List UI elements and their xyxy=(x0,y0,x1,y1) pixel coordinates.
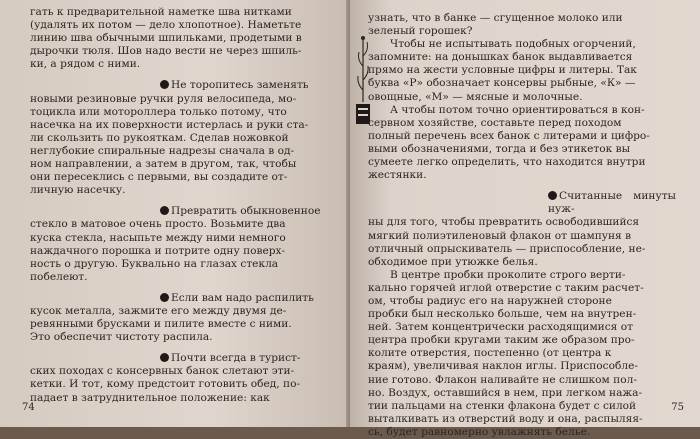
text-line: они пересеклись с первыми, вы создадите от- xyxy=(30,171,288,184)
text-line: выми обозначениями, тогда и без этикеток вы xyxy=(368,142,631,155)
text-line: запомните: на донышках банок выдавливается xyxy=(368,51,633,64)
text-line: кально горячей иглой отверстие с таким расчет- xyxy=(368,281,644,294)
text-line: обходимое при утюжке белья. xyxy=(368,255,538,268)
text-line: новыми резиновые ручки руля велосипеда, мо- xyxy=(30,92,297,105)
text-line: буква «Р» обозначает консервы рыбные, «К» — xyxy=(368,77,636,90)
text-line: зеленый горошек? xyxy=(368,25,473,38)
bullet-icon xyxy=(160,353,169,362)
text-line: А чтобы потом точно ориентироваться в кон- xyxy=(390,103,645,116)
text-line: сь, будет равномерно увлажнять белье. xyxy=(368,425,591,438)
text-line: падает в затруднительное положение: как xyxy=(30,391,270,404)
text-line: жестянки. xyxy=(368,169,427,182)
text-line: неглубокие спиральные надрезы сначала в од- xyxy=(30,144,295,157)
text-line: выталкивать из отверстий воду и она, распыляя- xyxy=(368,412,643,425)
bullet-icon xyxy=(160,293,169,302)
text-line: наждачного порошка и потрите одну поверх- xyxy=(30,244,286,257)
page-number: 75 xyxy=(671,402,684,413)
text-line: ном направлении, а затем в другом, так, чтобы xyxy=(30,158,297,171)
text-line: стекло в матовое очень просто. Возьмите два xyxy=(30,218,286,231)
text-line: куска стекла, насыпьте между ними немного xyxy=(30,231,286,244)
text-line: В центре пробки проколите строго верти- xyxy=(390,268,626,281)
left-page-text xyxy=(30,6,330,405)
paragraph-start xyxy=(30,79,330,92)
text-line: но. Воздух, оставшийся в нем, при легком нажа- xyxy=(368,386,643,399)
bullet-icon xyxy=(548,191,557,200)
text-line: сумеете легко определить, что находится внутри xyxy=(368,156,646,169)
text-line: насечка на их поверхности истерлась и руки ста- xyxy=(30,118,309,131)
text-line: ом, чтобы радиус его на наружней стороне xyxy=(368,294,612,307)
text-line: Не торопитесь заменять xyxy=(171,79,309,92)
right-page xyxy=(350,0,700,438)
text-line: дырочки тюля. Шов надо вести не через шпиль- xyxy=(30,45,302,58)
bullet-icon xyxy=(160,80,169,89)
text-line: отличный опрыскиватель — приспособление, не- xyxy=(368,242,646,255)
text-line: ских походах с консервных банок слетают эти- xyxy=(30,365,295,378)
text-line: узнать, что в банке — сгущенное молоко или xyxy=(368,12,623,24)
text-line: сервном хозяйстве, составьте перед походом xyxy=(368,116,622,129)
text-line: мягкий полиэтиленовый флакон от шампуня в xyxy=(368,229,632,242)
text-line: кетки. И тот, кому предстоит готовить обед, по- xyxy=(30,378,301,391)
text-line: Превратить обыкновенное xyxy=(171,205,321,218)
right-page-text xyxy=(368,12,676,439)
text-line: Почти всегда в турист- xyxy=(171,352,301,365)
page-number: 74 xyxy=(22,402,35,413)
text-line: тоцикла или мотороллера только потому, что xyxy=(30,105,287,118)
text-line: тии пальцами на стенки флакона будет с силой xyxy=(368,399,637,412)
text-line: ревянными брусками и пилите вместе с ними. xyxy=(30,318,292,331)
text-line: Считанные минуты нуж- xyxy=(548,190,676,216)
text-line: овощные, «М» — мясные и молочные. xyxy=(368,90,583,103)
bullet-icon xyxy=(160,206,169,215)
paragraph-start xyxy=(30,352,330,365)
text-line: ние готово. Флакон наливайте не слишком пол- xyxy=(368,373,637,386)
text-line: Это обеспечит чистоту распила. xyxy=(30,331,213,344)
text-line: краям), увеличивая наклон иглы. Приспособле- xyxy=(368,360,638,373)
text-line: Чтобы не испытывать подобных огорчений, xyxy=(390,38,636,51)
text-line: ли скользить по рукояткам. Сделав ножовкой xyxy=(30,131,289,144)
text-line: центра пробки кругами таким же образом про- xyxy=(368,334,635,347)
text-line: гать к предварительной наметке шва нитками xyxy=(30,6,292,18)
text-line: (удалять их потом — дело хлопотное). Наметьте xyxy=(30,19,302,32)
paragraph-start xyxy=(30,292,330,305)
text-line: ность о другую. Буквально на глазах стекла xyxy=(30,257,279,270)
text-line: личную насечку. xyxy=(30,184,126,197)
text-line: ны для того, чтобы превратить освободившийся xyxy=(368,216,640,229)
text-line: ней. Затем концентрически расходящимися от xyxy=(368,321,633,334)
text-line: линию шва обычными шпильками, продетыми в xyxy=(30,32,302,45)
text-line: побелеют. xyxy=(30,270,88,283)
text-line: прямо на жести условные цифры и литеры. Так xyxy=(368,64,637,77)
text-line: полный перечень всех банок с литерами и цифро- xyxy=(368,129,650,142)
left-page xyxy=(0,0,350,427)
text-line: пробки был несколько больше, чем на внутрен- xyxy=(368,308,637,321)
text-line: Если вам надо распилить xyxy=(171,291,314,304)
paragraph-start xyxy=(30,205,330,218)
paragraph-start xyxy=(368,190,676,216)
text-line: колите отверстия, постепенно (от центра к xyxy=(368,347,612,360)
text-line: кусок металла, зажмите его между двумя де- xyxy=(30,304,287,317)
text-line: ки, а рядом с ними. xyxy=(30,58,141,71)
